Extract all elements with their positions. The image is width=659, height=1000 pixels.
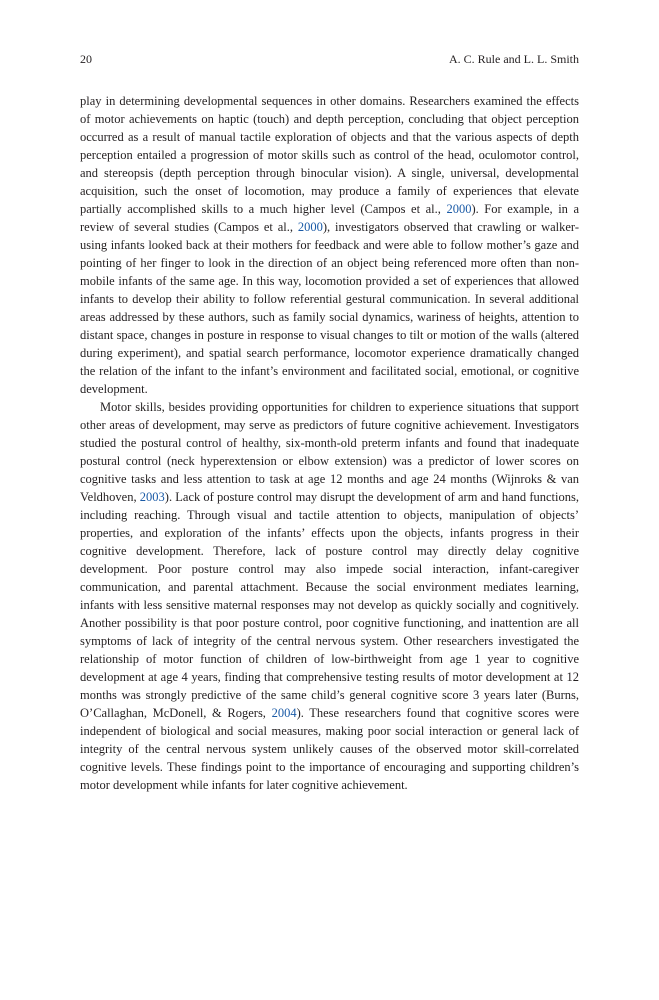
text-run: ), investigators observed that crawling or walker-using infants looked back at their mothers for feedback and were able to follow mother’s gaze and pointing of her finger to look in the direction of an object being referenced more often than non-mobile infants of the same age. In this way, locomotion provided a set of experiences that allowed infants to develop their ability to follow referential gestural communication. In several additional areas addressed by these authors, such as family social dynamics, wariness of heights, attention to distant space, changes in posture in response to visual changes to tilt or motion of the walls (altered during experiment), and spatial search performance, locomotor experience dramatically changed the relation of the infant to the infant’s environment and facilitated social, emotional, or cognitive development. (80, 220, 579, 396)
page-number: 20 (80, 52, 92, 66)
text-run: ). Lack of posture control may disrupt the development of arm and hand functions, including reaching. Through visual and tactile attention to objects, manipulation of objects’ properties, and exploration of the infants’ effects upon the objects, infants progress in their cognitive development. Therefore, lack of posture control may directly delay cognitive development. Poor posture control may also impede social interaction, infant-caregiver communication, and parental attachment. Because the social environment mediates learning, infants with less sensitive maternal responses may not develop as quickly socially and cognitively. Another possibility is that poor posture control, poor cognitive functioning, and inattention are all symptoms of lack of integrity of the central nervous system. Other researchers investigated the relationship of motor function of children of low-birthweight from age 1 year to cognitive development at age 4 years, finding that comprehensive testing results of motor development at 12 months was strongly predictive of the same child’s general cognitive score 3 years later (Burns, O’Callaghan, McDonell, & Rogers, (80, 490, 579, 720)
text-run: ). These researchers found that cognitive scores were independent of biological and social measures, making poor social interaction or general lack of integrity of the central nervous system unlikely causes of the observed motor skill-correlated cognitive levels. These findings point to the importance of encouraging and supporting children’s motor development while infants for later cognitive achievement. (80, 706, 579, 792)
citation-link-wijnroks-2003[interactable]: 2003 (139, 490, 165, 504)
paragraph-2 (80, 398, 579, 794)
running-head: A. C. Rule and L. L. Smith (449, 52, 579, 66)
citation-link-campos-2000[interactable]: 2000 (297, 220, 323, 234)
text-run: Motor skills, besides providing opportunities for children to experience situations that support other areas of development, may serve as predictors of future cognitive achievement. Investigators studied the postural control of healthy, six-month-old preterm infants and found that inadequate postural control (neck hyperextension or elbow extension) was a predictor of lower scores on cognitive tasks and less attention to task at age 12 months and age 24 months (Wijnroks & van Veldhoven, (80, 400, 579, 504)
text-run: play in determining developmental sequences in other domains. Researchers examined the effects of motor achievements on haptic (touch) and depth perception, concluding that object perception occurred as a result of manual tactile exploration of objects and that the various aspects of depth perception entailed a progression of motor skills such as control of the head, oculomotor control, and stereopsis (depth perception through binocular vision). A single, universal, developmental acquisition, such the onset of locomotion, may produce a family of experiences that elevate partially accomplished skills to a much higher level (Campos et al., (80, 94, 579, 216)
text-run: ). For example, in a review of several studies (Campos et al., (80, 202, 580, 234)
citation-link-burns-2004[interactable]: 2004 (271, 706, 297, 720)
citation-link-campos-2000[interactable]: 2000 (446, 202, 472, 216)
body-text (80, 92, 579, 794)
paragraph-1 (80, 92, 579, 398)
